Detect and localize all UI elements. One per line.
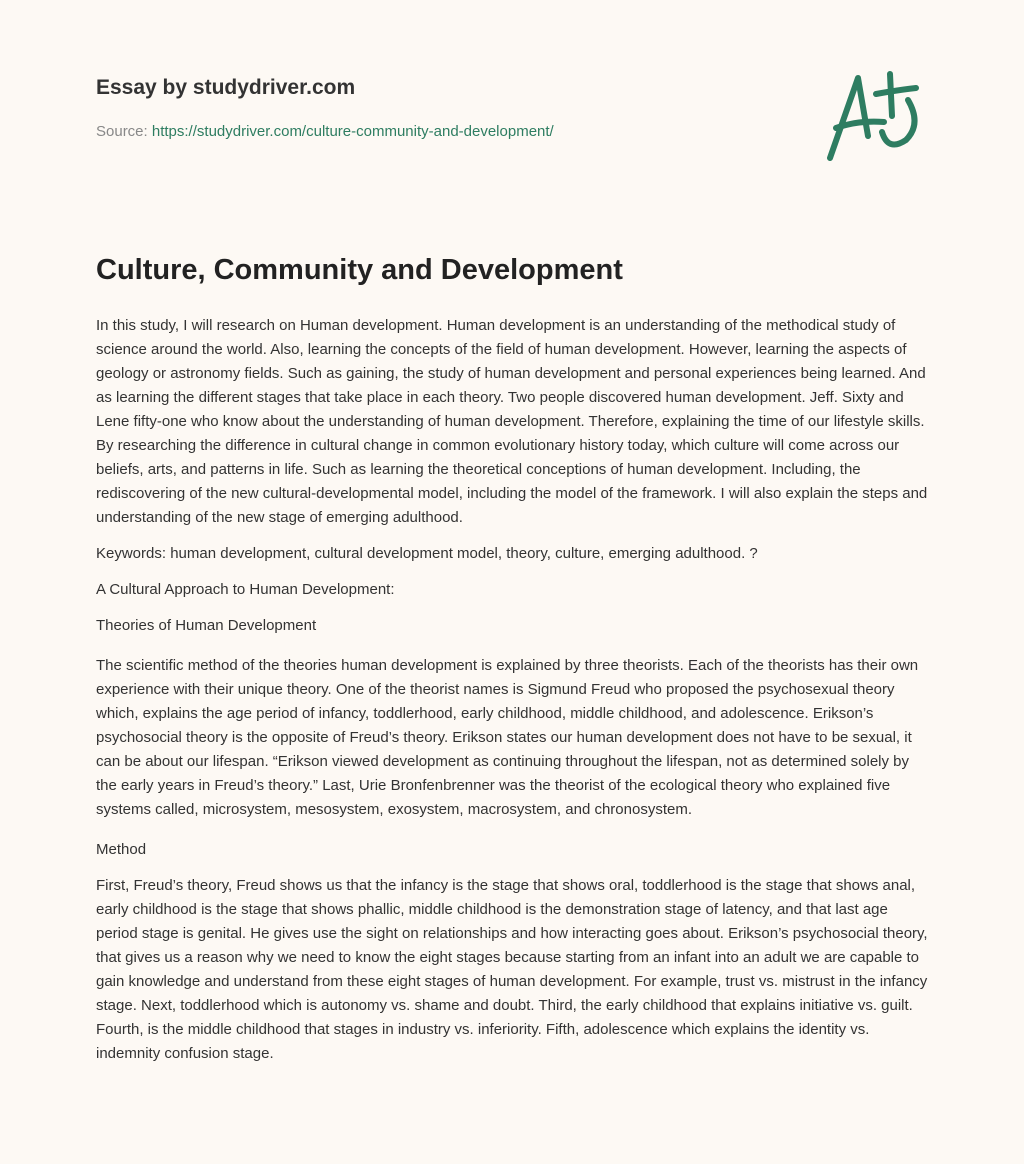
section-heading: A Cultural Approach to Human Development: [96,581,395,598]
keywords: Keywords: human development, cultural development model, theory, culture, emerging adulthood. ? [96,545,758,562]
site-brand: Essay by studydriver.com [96,76,356,99]
source-link[interactable]: https://studydriver.com/culture-community-and-development/ [151,123,554,140]
intro-paragraph: In this study, I will research on Human development. Human development is an understanding of the methodical study of science around the world. Also, learning the concepts of the field of human development. However, learning the aspects of geology or astronomy fields. Such as gaining, the study of human development and personal experiences being learned. And as learning the different stages that take place in each theory. Two people discovered human development. Jeff. Sixty and Lene fifty-one who know about the understanding of human development. Therefore, explaining the time of our lifestyle skills. By researching the difference in cultural change in common evolutionary history today, which culture will come across our beliefs, arts, and patterns in life. Such as learning the theoretical conceptions of human development. Including, the rediscovering of the new cultural-developmental model, including the model of the framework. I will also explain the steps and understanding of the new stage of emerging adulthood. [96,317,928,526]
theories-paragraph: The scientific method of the theories human development is explained by three theorists. Each of the theorists has their own experience with their unique theory. One of the theorist names is Sigmund Freud who proposed the psychosexual theory which, explains the age period of infancy, toddlerhood, early childhood, middle childhood, and adolescence. Erikson’s psychosocial theory is the opposite of Freud’s theory. Erikson states our human development does not have to be sexual, it can be about our lifespan. “Erikson viewed development as continuing throughout the lifespan, not as determined solely by the early years in Freud’s theory.” Last, Urie Bronfenbrenner was the theorist of the ecological theory who explained five systems called, microsystem, mesosystem, exosystem, macrosystem, and chronosystem. [96,657,919,818]
method-heading: Method [96,841,147,858]
method-paragraph: First, Freud’s theory, Freud shows us that the infancy is the stage that shows oral, toddlerhood is the stage that shows anal, early childhood is the stage that shows phallic, middle childhood is the demonstration stage of latency, and that last age period stage is genital. He gives use the sight on relationships and how interacting goes about. Erikson’s psychosocial theory, that gives us a reason why we need to know the eight stages because starting from an infant into an adult we are capable to gain knowledge and understand from these eight stages of human development. For example, trust vs. mistrust in the infancy stage. Next, toddlerhood which is autonomy vs. shame and doubt. Third, the early childhood that explains initiative vs. guilt. Fourth, is the middle childhood that stages in industry vs. inferiority. Fifth, adolescence which explains the identity vs. indemnity confusion stage. [96,877,928,1062]
page-title: Culture, Community and Development [96,254,623,286]
essay-body [96,314,930,1078]
source-line [96,123,554,140]
source-label: Source: [96,123,148,140]
a-plus-logo-icon [818,66,928,166]
subsection-heading: Theories of Human Development [96,617,317,634]
